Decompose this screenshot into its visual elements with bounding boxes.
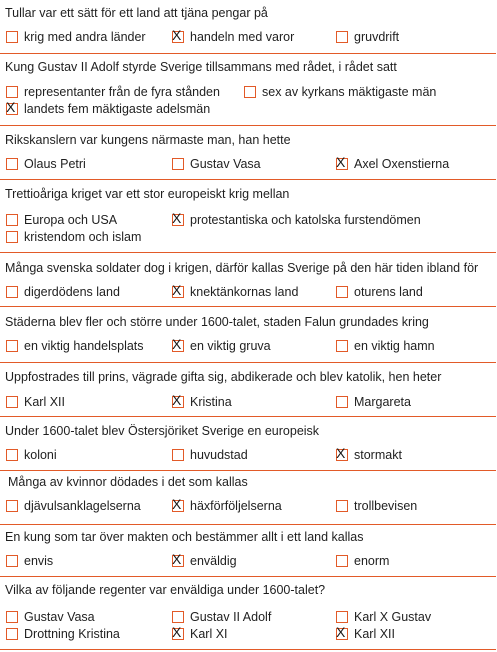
check-mark: X xyxy=(172,27,182,43)
check-mark: X xyxy=(172,210,182,226)
option-label: enorm xyxy=(354,554,390,568)
option-label: envis xyxy=(24,554,54,568)
check-mark: X xyxy=(172,496,182,512)
option-label: Gustav Vasa xyxy=(24,610,95,624)
check-mark: X xyxy=(172,551,182,567)
checkbox[interactable] xyxy=(336,445,348,461)
question-text: Under 1600-talet blev Östersjöriket Sverige en europeisk xyxy=(5,424,320,438)
check-mark: X xyxy=(336,445,346,461)
option-label: landets fem mäktigaste adelsmän xyxy=(24,102,211,116)
check-mark: X xyxy=(172,282,182,298)
option-label: trollbevisen xyxy=(354,499,418,513)
check-mark: X xyxy=(172,392,182,408)
checkbox[interactable] xyxy=(172,611,184,623)
question-1 xyxy=(0,0,496,53)
option-label: protestantiska och katolska furstendömen xyxy=(190,213,421,227)
checkbox[interactable] xyxy=(172,210,184,226)
checkbox[interactable] xyxy=(6,158,18,170)
checkbox[interactable] xyxy=(336,154,348,170)
checkbox[interactable] xyxy=(6,628,18,640)
checkbox[interactable] xyxy=(336,340,348,352)
option-label: Karl XII xyxy=(24,395,65,409)
checkbox[interactable] xyxy=(172,158,184,170)
option-label: en viktig gruva xyxy=(190,339,271,353)
option-label: häxförföljelserna xyxy=(190,499,282,513)
checkbox[interactable] xyxy=(336,396,348,408)
check-mark: X xyxy=(6,99,16,115)
checkbox[interactable] xyxy=(6,449,18,461)
checkbox[interactable] xyxy=(6,99,18,115)
question-text: Vilka av följande regenter var enväldiga under 1600-talet? xyxy=(5,583,326,597)
checkbox[interactable] xyxy=(6,396,18,408)
checkbox[interactable] xyxy=(336,624,348,640)
option-label: Axel Oxenstierna xyxy=(354,157,450,171)
option-label: representanter från de fyra stånden xyxy=(24,85,220,99)
checkbox[interactable] xyxy=(244,86,256,98)
option-label: digerdödens land xyxy=(24,285,120,299)
option-label: Karl XI xyxy=(190,627,228,641)
checkbox[interactable] xyxy=(172,282,184,298)
question-8 xyxy=(0,417,496,470)
option-label: Olaus Petri xyxy=(24,157,86,171)
checkbox[interactable] xyxy=(172,624,184,640)
option-label: enväldig xyxy=(190,554,237,568)
check-mark: X xyxy=(336,624,346,640)
option-label: Gustav Vasa xyxy=(190,157,261,171)
checkbox[interactable] xyxy=(336,611,348,623)
checkbox[interactable] xyxy=(6,31,18,43)
question-2 xyxy=(0,54,496,125)
check-mark: X xyxy=(172,624,182,640)
option-label: koloni xyxy=(24,448,57,462)
question-text: Städerna blev fler och större under 1600-talet, staden Falun grundades kring xyxy=(5,315,429,329)
option-label: stormakt xyxy=(354,448,402,462)
option-label: en viktig hamn xyxy=(354,339,435,353)
question-text: Uppfostrades till prins, vägrade gifta sig, abdikerade och blev katolik, hen heter xyxy=(5,370,442,384)
option-label: huvudstad xyxy=(190,448,248,462)
question-9 xyxy=(0,471,496,524)
option-label: krig med andra länder xyxy=(24,30,146,44)
question-text: Trettioåriga kriget var ett stor europeiskt krig mellan xyxy=(5,187,290,201)
checkbox[interactable] xyxy=(336,286,348,298)
question-text: Tullar var ett sätt för ett land att tjäna pengar på xyxy=(5,6,268,20)
question-6 xyxy=(0,307,496,362)
option-label: gruvdrift xyxy=(354,30,400,44)
option-label: Karl X Gustav xyxy=(354,610,432,624)
checkbox[interactable] xyxy=(336,500,348,512)
option-label: Kristina xyxy=(190,395,232,409)
option-label: Karl XII xyxy=(354,627,395,641)
question-text: Rikskanslern var kungens närmaste man, han hette xyxy=(5,133,291,147)
question-text: Många svenska soldater dog i krigen, därför kallas Sverige på den här tiden ibland för xyxy=(5,261,479,275)
checkbox[interactable] xyxy=(172,336,184,352)
option-label: Europa och USA xyxy=(24,213,118,227)
option-label: Margareta xyxy=(354,395,411,409)
option-label: kristendom och islam xyxy=(24,230,142,244)
checkbox[interactable] xyxy=(6,231,18,243)
checkbox[interactable] xyxy=(6,86,18,98)
question-11 xyxy=(0,577,496,649)
question-10 xyxy=(0,525,496,576)
option-label: sex av kyrkans mäktigaste män xyxy=(262,85,437,99)
check-mark: X xyxy=(336,154,346,170)
checkbox[interactable] xyxy=(172,496,184,512)
checkbox[interactable] xyxy=(172,551,184,567)
checkbox[interactable] xyxy=(172,392,184,408)
checkbox[interactable] xyxy=(6,611,18,623)
option-label: oturens land xyxy=(354,285,423,299)
checkbox[interactable] xyxy=(6,214,18,226)
question-7 xyxy=(0,363,496,416)
checkbox[interactable] xyxy=(172,449,184,461)
question-text: En kung som tar över makten och bestämmer allt i ett land kallas xyxy=(5,530,364,544)
question-5 xyxy=(0,253,496,306)
option-label: Drottning Kristina xyxy=(24,627,120,641)
divider xyxy=(0,649,496,650)
checkbox[interactable] xyxy=(6,500,18,512)
checkbox[interactable] xyxy=(336,555,348,567)
option-label: knektänkornas land xyxy=(190,285,299,299)
checkbox[interactable] xyxy=(336,31,348,43)
checkbox[interactable] xyxy=(6,340,18,352)
question-4 xyxy=(0,180,496,252)
option-label: Gustav II Adolf xyxy=(190,610,272,624)
checkbox[interactable] xyxy=(172,27,184,43)
option-label: en viktig handelsplats xyxy=(24,339,144,353)
question-text: Många av kvinnor dödades i det som kallas xyxy=(8,475,248,489)
checkbox[interactable] xyxy=(6,286,18,298)
question-text: Kung Gustav II Adolf styrde Sverige tillsammans med rådet, i rådet satt xyxy=(5,60,397,74)
option-label: handeln med varor xyxy=(190,30,295,44)
option-label: djävulsanklagelserna xyxy=(24,499,141,513)
question-3 xyxy=(0,126,496,179)
checkbox[interactable] xyxy=(6,555,18,567)
check-mark: X xyxy=(172,336,182,352)
